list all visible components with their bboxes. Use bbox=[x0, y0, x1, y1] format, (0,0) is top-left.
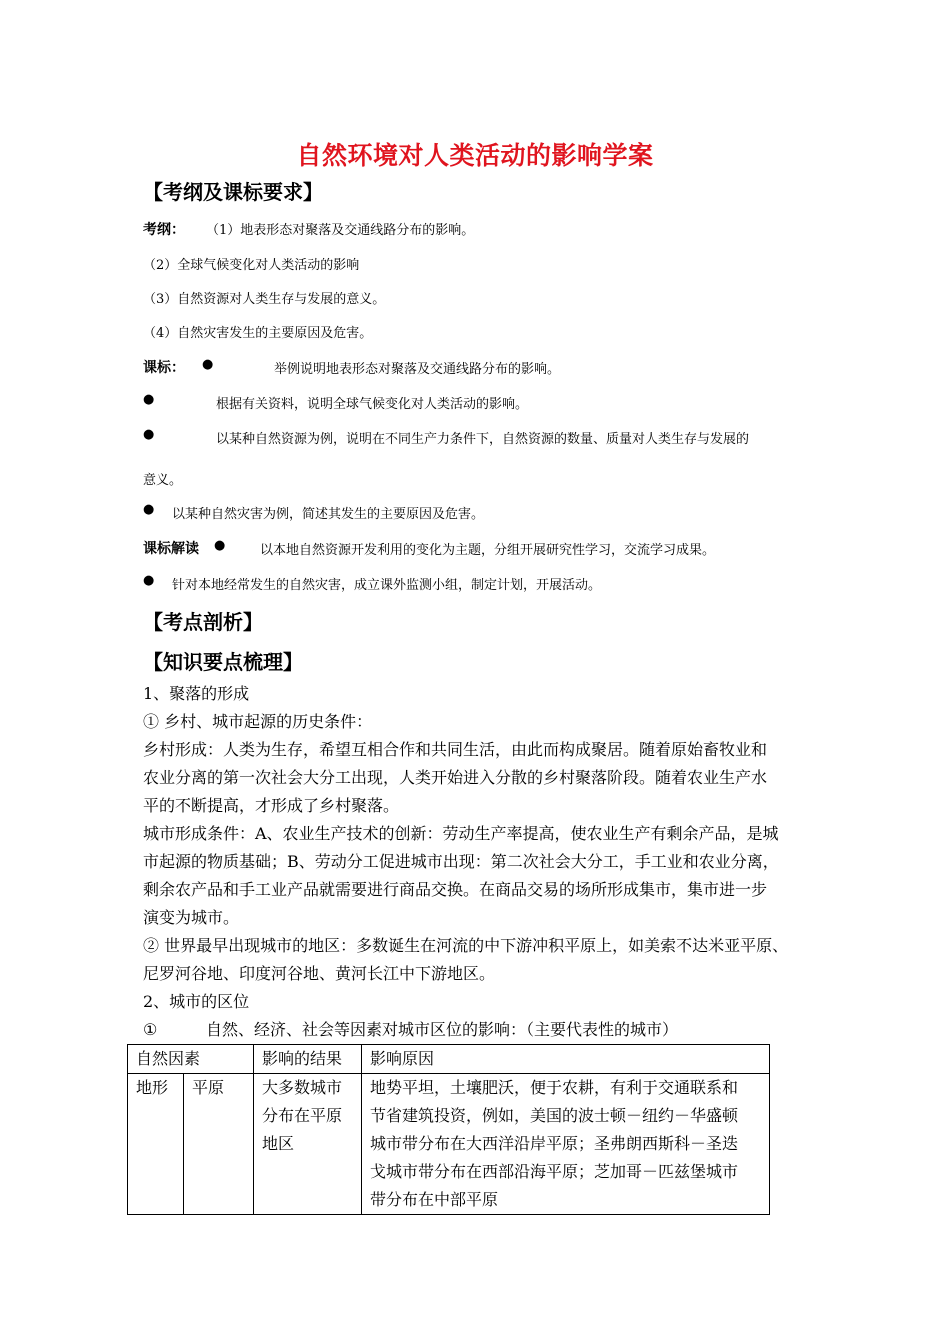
result-line: 地区 bbox=[262, 1134, 295, 1153]
kebiao-label: 课标： bbox=[143, 360, 185, 376]
table-header-cell: 影响的结果 bbox=[254, 1045, 362, 1074]
table-row bbox=[128, 1074, 770, 1215]
jiedu-item: 针对本地经常发生的自然灾害，成立课外监测小组，制定计划，开展活动。 bbox=[172, 578, 602, 593]
section-heading-analysis: 【考点剖析】 bbox=[143, 610, 263, 634]
reason-line: 戈城市带分布在西部沿海平原；芝加哥－匹兹堡城市 bbox=[370, 1162, 739, 1181]
table-header-row bbox=[128, 1045, 770, 1074]
kebiao-item-continued: 意义。 bbox=[143, 473, 183, 488]
body-line: ① 乡村、城市起源的历史条件： bbox=[143, 712, 373, 731]
result-line: 大多数城市 bbox=[262, 1078, 343, 1097]
page-title: 自然环境对人类活动的影响学案 bbox=[296, 141, 654, 170]
body-line-number: ① bbox=[143, 1020, 158, 1039]
bullet-icon: ● bbox=[143, 502, 155, 517]
section-heading-requirements: 【考纲及课标要求】 bbox=[143, 180, 323, 204]
kaogang-label: 考纲： bbox=[143, 222, 185, 238]
body-line: ② 世界最早出现城市的地区：多数诞生在河流的中下游冲积平原上，如美索不达米亚平原、 bbox=[143, 936, 789, 955]
body-line: 城市形成条件：A、农业生产技术的创新：劳动生产率提高，使农业生产有剩余产品，是城 bbox=[143, 824, 779, 843]
reason-line: 节省建筑投资，例如，美国的波士顿－纽约－华盛顿 bbox=[370, 1106, 739, 1125]
reason-line: 城市带分布在大西洋沿岸平原；圣弗朗西斯科－圣迭 bbox=[370, 1134, 739, 1153]
table-cell-factor: 地形 bbox=[128, 1074, 184, 1215]
kaogang-item: （2）全球气候变化对人类活动的影响 bbox=[143, 258, 360, 273]
body-line: 乡村形成：人类为生存，希望互相合作和共同生活，由此而构成聚居。随着原始畜牧业和 bbox=[143, 740, 768, 759]
kebiao-item: 举例说明地表形态对聚落及交通线路分布的影响。 bbox=[274, 362, 561, 377]
body-line: 剩余农产品和手工业产品就需要进行商品交换。在商品交易的场所形成集市，集市进一步 bbox=[143, 880, 768, 899]
body-line: 平的不断提高，才形成了乡村聚落。 bbox=[143, 796, 400, 815]
kebiao-item: 以某种自然资源为例，说明在不同生产力条件下，自然资源的数量、质量对人类生存与发展的 bbox=[216, 432, 750, 447]
table-cell-subfactor: 平原 bbox=[184, 1074, 254, 1215]
table-header-cell: 影响原因 bbox=[362, 1045, 770, 1074]
body-line: 市起源的物质基础；B、劳动分工促进城市出现：第二次社会大分工，手工业和农业分离， bbox=[143, 852, 779, 871]
table-cell-reason bbox=[362, 1074, 770, 1215]
body-line: 2、城市的区位 bbox=[143, 992, 250, 1011]
bullet-icon: ● bbox=[202, 357, 214, 372]
jiedu-label: 课标解读 bbox=[143, 541, 199, 557]
table-header-cell: 自然因素 bbox=[128, 1045, 254, 1074]
section-heading-knowledge: 【知识要点梳理】 bbox=[143, 650, 303, 674]
bullet-icon: ● bbox=[143, 392, 155, 407]
bullet-icon: ● bbox=[214, 538, 226, 553]
kaogang-item: （1）地表形态对聚落及交通线路分布的影响。 bbox=[206, 223, 475, 238]
jiedu-item: 以本地自然资源开发利用的变化为主题，分组开展研究性学习，交流学习成果。 bbox=[260, 543, 716, 558]
body-line: 1、聚落的形成 bbox=[143, 684, 250, 703]
reason-line: 地势平坦，土壤肥沃，便于农耕，有利于交通联系和 bbox=[370, 1078, 739, 1097]
kaogang-item: （3）自然资源对人类生存与发展的意义。 bbox=[143, 292, 386, 307]
kebiao-item: 根据有关资料，说明全球气候变化对人类活动的影响。 bbox=[216, 397, 529, 412]
body-line: 尼罗河谷地、印度河谷地、黄河长江中下游地区。 bbox=[143, 964, 496, 983]
body-line: 自然、经济、社会等因素对城市区位的影响：（主要代表性的城市） bbox=[206, 1020, 679, 1039]
reason-line: 带分布在中部平原 bbox=[370, 1190, 499, 1209]
kaogang-item: （4）自然灾害发生的主要原因及危害。 bbox=[143, 326, 373, 341]
body-line: 农业分离的第一次社会大分工出现，人类开始进入分散的乡村聚落阶段。随着农业生产水 bbox=[143, 768, 768, 787]
city-location-table bbox=[127, 1044, 770, 1215]
bullet-icon: ● bbox=[143, 427, 155, 442]
kebiao-item: 以某种自然灾害为例，简述其发生的主要原因及危害。 bbox=[172, 507, 485, 522]
result-line: 分布在平原 bbox=[262, 1106, 343, 1125]
bullet-icon: ● bbox=[143, 573, 155, 588]
table-cell-result bbox=[254, 1074, 362, 1215]
body-line: 演变为城市。 bbox=[143, 908, 240, 927]
